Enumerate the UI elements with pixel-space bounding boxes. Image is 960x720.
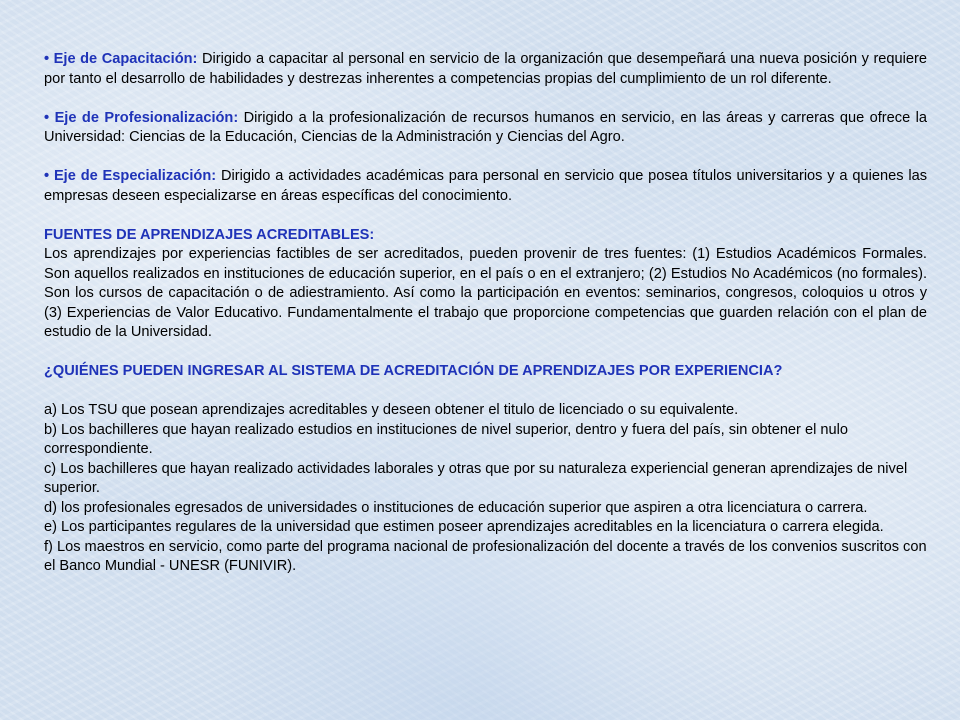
bullet-title-capacitacion: Eje de Capacitación: xyxy=(53,51,198,67)
fuentes-text: Los aprendizajes por experiencias factibles de ser acreditados, pueden provenir de tres fuentes: (1) Estudios Académicos Formales. Son aquellos realizados en instituciones de educación superior, en el país o en el extranjero; (2) Estudios No Académicos (no formales). Son los cursos de capacitación o de adiestramiento. Así como la participación en eventos: seminarios, congresos, coloquios u otros y (3) Experiencias de Valor Educativo. Fundamentalmente el trabajo que proporcione competencias que guarden relación con el plan de estudio de la Universidad. xyxy=(44,246,927,340)
bullet-marker: • xyxy=(44,109,50,126)
bullet-text-especializacion: Dirigido a actividades académicas para personal en servicio que posea títulos universitarios y a quienes las empresas deseen especializarse en áreas específicas del conocimiento. xyxy=(44,168,927,204)
list-item-a: a) Los TSU que posean aprendizajes acreditables y deseen obtener el titulo de licenciado o su equivalente. xyxy=(44,402,739,418)
bullet-title-profesionalizacion: Eje de Profesionalización: xyxy=(54,109,239,126)
list-item-b: b) Los bachilleres que hayan realizado estudios en instituciones de nivel superior, dentro y fuera del país, sin obtener el nulo correspondiente. xyxy=(44,421,848,457)
list-item-d: d) los profesionales egresados de universidades o instituciones de educación superior que aspiren a otra licenciatura o carrera. xyxy=(44,499,868,516)
spacer xyxy=(44,206,927,226)
bullet-profesionalizacion xyxy=(44,109,927,148)
slide-content xyxy=(44,50,927,577)
bullet-title-especializacion: Eje de Especialización: xyxy=(53,168,217,184)
bullet-text-profesionalizacion: Dirigido a la profesionalización de recursos humanos en servicio, en las áreas y carreras que ofrece la Universidad: Ciencias de la Educación, Ciencias de la Administración y Ciencias del Agro. xyxy=(44,109,927,145)
bullet-marker: • xyxy=(44,168,50,184)
list-item-f: f) Los maestros en servicio, como parte del programa nacional de profesionalización del docente a través de los convenios suscritos con el Banco Mundial - UNESR (FUNIVIR). xyxy=(44,538,927,574)
quienes-heading: ¿QUIÉNES PUEDEN INGRESAR AL SISTEMA DE ACREDITACIÓN DE APRENDIZAJES POR EXPERIENCIA? xyxy=(44,363,783,379)
bullet-especializacion xyxy=(44,167,927,206)
bullet-text-capacitacion: Dirigido a capacitar al personal en servicio de la organización que desempeñará una nueva posición y requiere por tanto el desarrollo de habilidades y destrezas inherentes a competencias propias del cumplimiento de un rol diferente. xyxy=(44,51,927,87)
spacer xyxy=(44,343,927,363)
spacer xyxy=(44,89,927,109)
spacer xyxy=(44,382,927,402)
spacer xyxy=(44,148,927,168)
bullet-capacitacion xyxy=(44,50,927,89)
bullet-marker: • xyxy=(44,51,50,67)
fuentes-heading: FUENTES DE APRENDIZAJES ACREDITABLES: xyxy=(44,226,375,243)
list-item-c: c) Los bachilleres que hayan realizado actividades laborales y otras que por su naturaleza experiencial generan aprendizajes de nivel superior. xyxy=(44,460,908,496)
list-item-e: e) Los participantes regulares de la universidad que estimen poseer aprendizajes acreditables en la licenciatura o carrera elegida. xyxy=(44,519,884,535)
